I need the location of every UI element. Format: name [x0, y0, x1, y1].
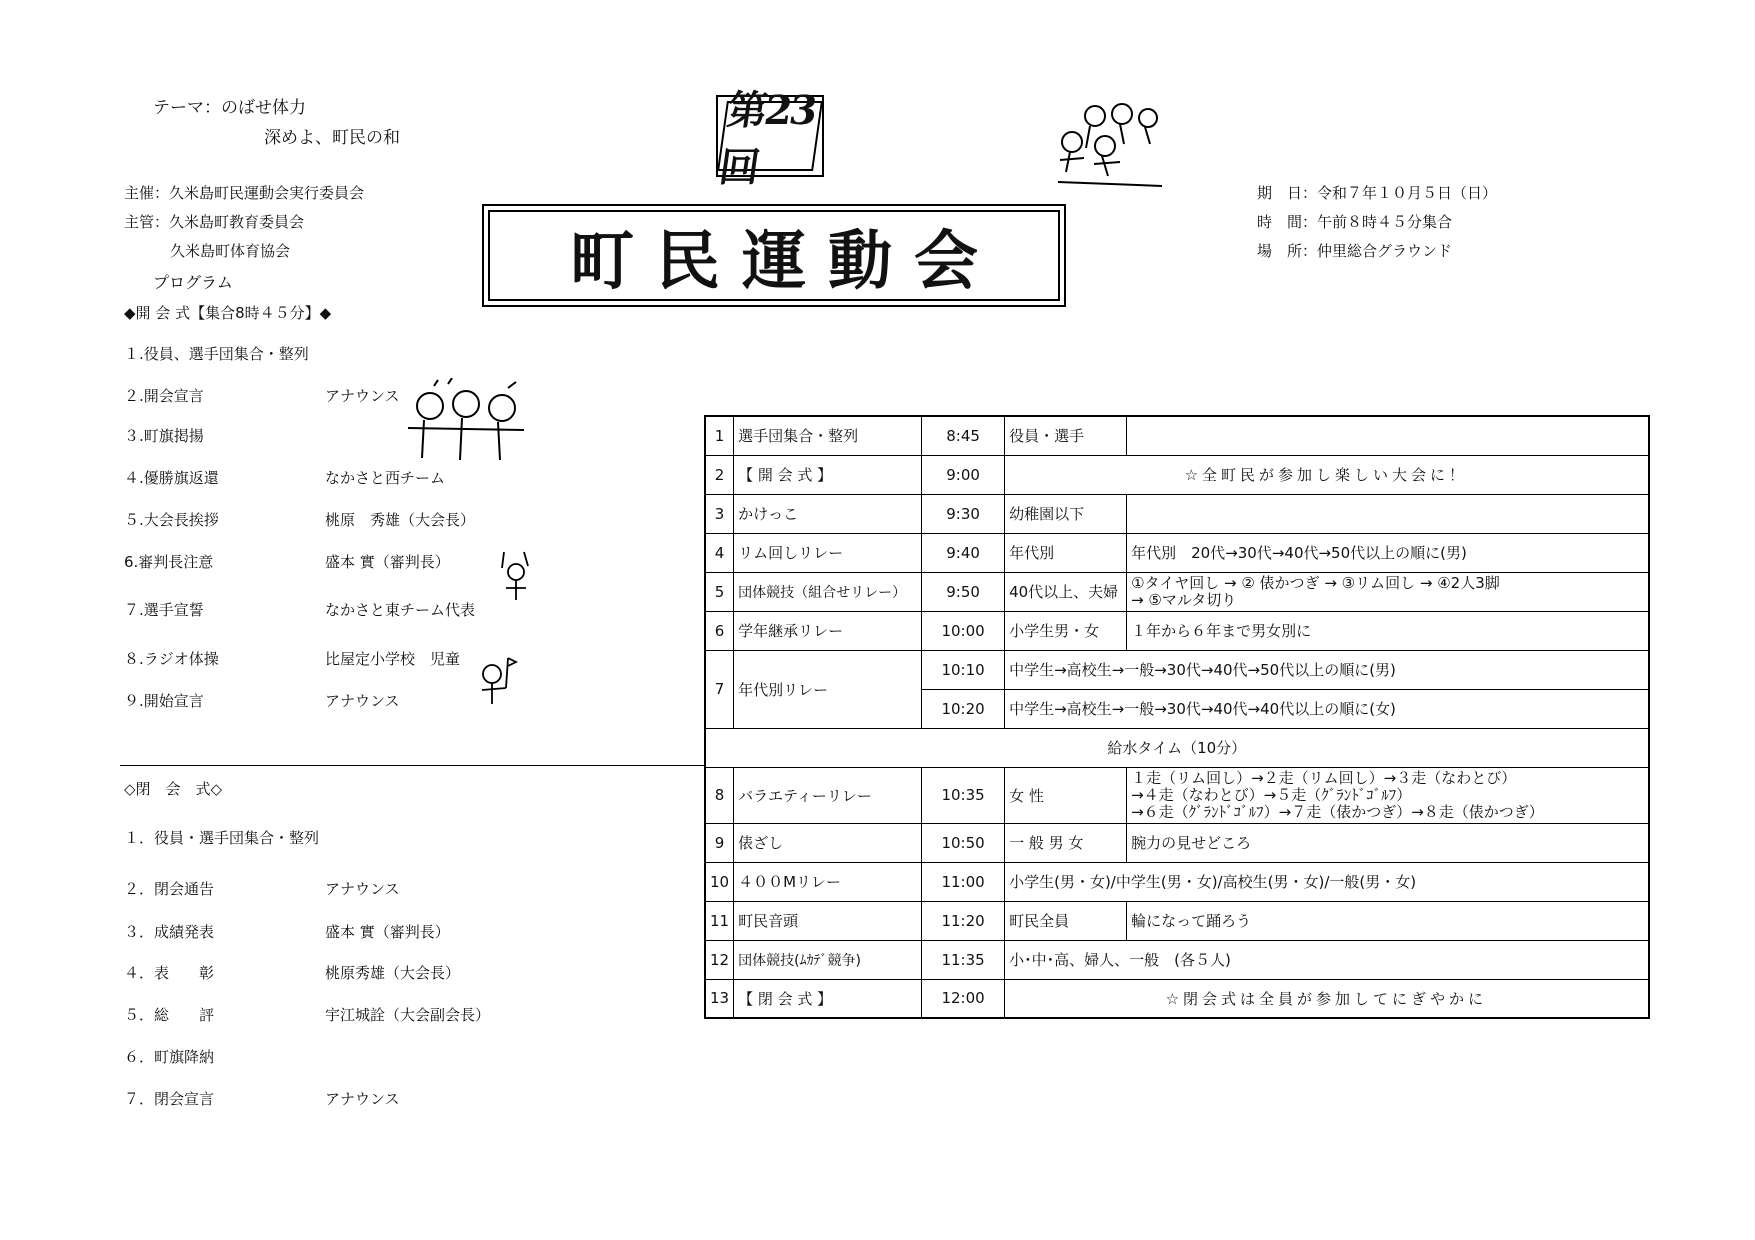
event-name: 【 開 会 式 】: [734, 455, 922, 494]
opening-item-person: 盛本 實（審判長）: [325, 553, 450, 571]
referee-illustration: [496, 548, 536, 606]
event-note: 小･中･高、婦人、一般 (各５人): [1005, 940, 1649, 979]
schedule-row: [705, 611, 1649, 650]
opening-item-label: ８.ラジオ体操: [124, 650, 219, 668]
theme-line-2: 深めよ、町民の和: [264, 128, 400, 148]
event-note: 小学生(男・女)/中学生(男・女)/高校生(男・女)/一般(男・女): [1005, 862, 1649, 901]
opening-item-label: ７.選手宣誓: [124, 601, 204, 619]
flag-child-illustration: [474, 652, 518, 708]
event-name: 町民音頭: [734, 901, 922, 940]
event-time: 10:35: [922, 767, 1005, 823]
schedule-row: [705, 767, 1649, 823]
closing-item-person: 宇江城詮（大会副会長）: [325, 1006, 491, 1024]
row-number: 7: [705, 650, 734, 728]
opening-item-person: なかさと西チーム: [325, 469, 446, 487]
event-note: [1127, 572, 1649, 611]
opening-item-person: 比屋定小学校 児童: [325, 650, 461, 668]
event-note-line: ①タイヤ回し → ② 俵かつぎ → ③リム回し → ④2人3脚: [1131, 573, 1500, 592]
schedule-row: [705, 416, 1649, 455]
event-note: １年から６年まで男女別に: [1127, 611, 1649, 650]
event-time: 8:45: [922, 416, 1005, 455]
event-time: 11:35: [922, 940, 1005, 979]
event-time: 10:00: [922, 611, 1005, 650]
closing-item-person: アナウンス: [325, 1090, 400, 1108]
section-divider: [120, 765, 704, 766]
schedule-row: [705, 862, 1649, 901]
schedule-row: [705, 979, 1649, 1018]
event-time: 11:20: [922, 901, 1005, 940]
schedule-row: [705, 650, 1649, 689]
organizer2-text: 久米島町体育協会: [170, 242, 291, 260]
closing-item-label: ５．総 評: [124, 1006, 215, 1024]
event-note: [1127, 767, 1649, 823]
row-number: 13: [705, 979, 734, 1018]
event-name: 団体競技（組合せリレー）: [734, 572, 922, 611]
schedule-table: [704, 415, 1650, 1019]
event-time: 10:20: [922, 689, 1005, 728]
event-name: リム回しリレー: [734, 533, 922, 572]
schedule-row: [705, 455, 1649, 494]
closing-heading: ◇閉 会 式◇: [124, 780, 223, 798]
event-target: 40代以上、夫婦: [1005, 572, 1127, 611]
closing-item-label: ６．町旗降納: [124, 1048, 215, 1066]
row-number: 8: [705, 767, 734, 823]
event-time: 10:10: [922, 650, 1005, 689]
row-number: 10: [705, 862, 734, 901]
schedule-row: [705, 572, 1649, 611]
event-note: 輪になって踊ろう: [1127, 901, 1649, 940]
event-note: ☆閉会式は全員が参加してにぎやかに: [1005, 979, 1649, 1018]
event-target: 小学生男・女: [1005, 611, 1127, 650]
opening-item-label: ３.町旗掲揚: [124, 427, 204, 445]
event-note-line: １走（リム回し）→２走（リム回し）→３走（なわとび）: [1131, 768, 1517, 787]
row-number: 1: [705, 416, 734, 455]
children-illustration: [404, 378, 530, 464]
event-time: 9:00: [922, 455, 1005, 494]
row-number: 12: [705, 940, 734, 979]
schedule-row: [705, 940, 1649, 979]
event-note-line: →６走（ｸﾞﾗﾝﾄﾞｺﾞﾙﾌ）→７走（俵かつぎ）→８走（俵かつぎ）: [1131, 802, 1544, 821]
event-note: 腕力の見せどころ: [1127, 823, 1649, 862]
event-note: [1127, 416, 1649, 455]
event-time: 11:00: [922, 862, 1005, 901]
opening-item-label: ５.大会長挨拶: [124, 511, 219, 529]
event-note: [1127, 494, 1649, 533]
closing-item-person: 盛本 實（審判長）: [325, 923, 450, 941]
theme-line-1: テーマ：のばせ体力: [153, 98, 306, 118]
event-note-line: → ⑤マルタ切り: [1131, 590, 1237, 609]
event-name: 学年継承リレー: [734, 611, 922, 650]
runners-illustration: [1050, 100, 1170, 190]
event-name: 俵ざし: [734, 823, 922, 862]
event-note-line: →４走（なわとび）→５走（ｸﾞﾗﾝﾄﾞｺﾞﾙﾌ）: [1131, 785, 1412, 804]
opening-item-person: 桃原 秀雄（大会長）: [325, 511, 476, 529]
opening-item-label: ２.開会宣言: [124, 387, 204, 405]
event-name: 選手団集合・整列: [734, 416, 922, 455]
closing-item-label: ４．表 彰: [124, 964, 215, 982]
program-label: プログラム: [153, 273, 233, 292]
schedule-row: [705, 901, 1649, 940]
event-time: 9:30: [922, 494, 1005, 533]
event-name: 団体競技(ﾑｶﾃﾞ競争): [734, 940, 922, 979]
event-time: 9:50: [922, 572, 1005, 611]
opening-item-label: １.役員、選手団集合・整列: [124, 345, 309, 363]
page-title-box: [482, 204, 1066, 307]
schedule-row: [705, 494, 1649, 533]
event-target: 女 性: [1005, 767, 1127, 823]
edition-badge: [716, 87, 824, 191]
closing-item-person: 桃原秀雄（大会長）: [325, 964, 461, 982]
row-number: 2: [705, 455, 734, 494]
event-target: 役員・選手: [1005, 416, 1127, 455]
schedule-row: [705, 533, 1649, 572]
opening-item-label: 6.審判長注意: [124, 553, 214, 571]
closing-item-label: ７．閉会宣言: [124, 1090, 215, 1108]
event-target: 幼稚園以下: [1005, 494, 1127, 533]
closing-item-label: １．役員・選手団集合・整列: [124, 829, 320, 847]
opening-item-label: ４.優勝旗返還: [124, 469, 219, 487]
row-number: 9: [705, 823, 734, 862]
event-time: 9:40: [922, 533, 1005, 572]
row-number: 11: [705, 901, 734, 940]
event-target: 年代別: [1005, 533, 1127, 572]
host-text: 主催：久米島町民運動会実行委員会: [124, 184, 365, 202]
edition-text: 第23回: [717, 101, 823, 171]
event-name: 【 閉 会 式 】: [734, 979, 922, 1018]
event-place: 場 所：仲里総合グラウンド: [1257, 242, 1453, 260]
opening-item-label: ９.開始宣言: [124, 692, 204, 710]
event-name: 年代別リレー: [734, 650, 922, 728]
event-date: 期 日：令和７年１０月５日（日）: [1257, 184, 1498, 202]
event-time: 10:50: [922, 823, 1005, 862]
schedule-row: [705, 823, 1649, 862]
opening-heading: ◆開 会 式【集合8時４５分】◆: [124, 304, 332, 322]
event-note: ☆全町民が参加し楽しい大会に！: [1005, 455, 1649, 494]
closing-item-label: ３．成績発表: [124, 923, 215, 941]
schedule-row: [705, 728, 1649, 767]
row-number: 3: [705, 494, 734, 533]
organizer-text: 主管：久米島町教育委員会: [124, 213, 305, 231]
opening-item-person: なかさと東チーム代表: [325, 601, 476, 619]
event-note: 中学生→高校生→一般→30代→40代→40代以上の順に(女): [1005, 689, 1649, 728]
closing-item-person: アナウンス: [325, 880, 400, 898]
event-note: 中学生→高校生→一般→30代→40代→50代以上の順に(男): [1005, 650, 1649, 689]
event-time: 12:00: [922, 979, 1005, 1018]
row-number: 6: [705, 611, 734, 650]
event-name: かけっこ: [734, 494, 922, 533]
row-number: 5: [705, 572, 734, 611]
event-target: 町民全員: [1005, 901, 1127, 940]
opening-item-person: アナウンス: [325, 387, 400, 405]
row-number: 4: [705, 533, 734, 572]
opening-item-person: アナウンス: [325, 692, 400, 710]
event-note: 年代別 20代→30代→40代→50代以上の順に(男): [1127, 533, 1649, 572]
water-break-cell: 給水タイム（10分）: [705, 728, 1649, 767]
event-target: 一 般 男 女: [1005, 823, 1127, 862]
event-time: 時 間：午前８時４５分集合: [1257, 213, 1453, 231]
closing-item-label: ２．閉会通告: [124, 880, 215, 898]
page-title: 町民運動会: [488, 210, 1060, 301]
event-name: ４００Mリレー: [734, 862, 922, 901]
event-name: バラエティーリレー: [734, 767, 922, 823]
